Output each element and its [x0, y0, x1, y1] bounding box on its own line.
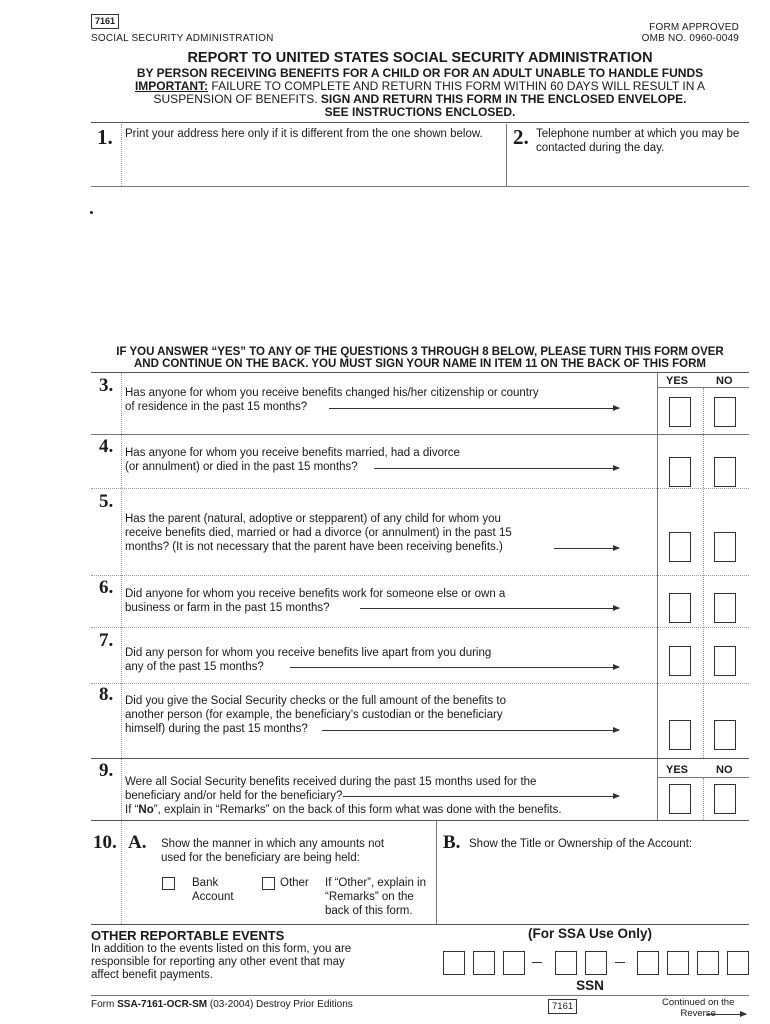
ssn-dash-1 — [532, 962, 542, 963]
ssn-box-4[interactable] — [555, 951, 577, 975]
agency-name: SOCIAL SECURITY ADMINISTRATION — [91, 33, 274, 44]
continued-line1: Continued on the — [662, 997, 735, 1008]
form-approved: FORM APPROVED — [649, 22, 739, 33]
q5-no-box[interactable] — [714, 532, 736, 562]
ssa-use-title: (For SSA Use Only) — [527, 926, 653, 941]
bank-label-line2: Account — [192, 891, 234, 903]
q9-yes-column-left — [657, 759, 658, 820]
q9-yes-no-divider — [703, 778, 704, 820]
q4-line2: (or annulment) or died in the past 15 months? — [125, 461, 358, 473]
q5-yes-box[interactable] — [669, 532, 691, 562]
important-notice — [91, 79, 749, 93]
yes-column-header: YES — [666, 375, 689, 387]
q4-number: 4. — [99, 436, 114, 457]
questions-top-rule — [91, 372, 749, 373]
item2-label-line1: Telephone number at which you may be — [536, 128, 740, 140]
q4-rule — [91, 488, 749, 489]
suspension-text: SUSPENSION OF BENEFITS. — [153, 92, 321, 106]
q8-no-box[interactable] — [714, 720, 736, 750]
continued-reverse-word: Reverse — [680, 1008, 716, 1019]
other-events-title: OTHER REPORTABLE EVENTS — [91, 928, 285, 943]
q10-b-divider — [436, 821, 437, 924]
q5-arrow — [554, 548, 619, 549]
q9-line3-c: ”, explain in “Remarks” on the back of this form what was done with the benefits. — [153, 804, 562, 816]
ssn-box-8[interactable] — [697, 951, 719, 975]
q4-text — [125, 446, 460, 474]
footer-form-box: 7161 — [548, 999, 577, 1014]
bank-account-checkbox[interactable] — [162, 877, 175, 890]
q10-a-line1: Show the manner in which any amounts not — [161, 838, 385, 850]
other-events-line1: In addition to the events listed on this form, you are — [91, 943, 352, 955]
ssn-box-2[interactable] — [473, 951, 495, 975]
address-field[interactable] — [125, 127, 495, 183]
telephone-field[interactable] — [536, 127, 748, 183]
q6-rule — [91, 627, 749, 628]
q9-yes-header: YES — [666, 764, 689, 776]
form-number-box: 7161 — [91, 14, 119, 29]
q5-rule — [91, 575, 749, 576]
form-title: REPORT TO UNITED STATES SOCIAL SECURITY ADMINISTRATION — [187, 50, 653, 66]
q5-text — [125, 512, 512, 554]
continued-reverse — [662, 997, 734, 1019]
footer-form-code: SSA-7161-OCR-SM — [117, 999, 208, 1010]
q9-number: 9. — [99, 760, 114, 781]
instructions-line1: IF YOU ANSWER “YES” TO ANY OF THE QUESTIONS 3 THROUGH 8 BELOW, PLEASE TURN THIS FORM OVER — [116, 346, 724, 358]
q9-line3 — [125, 803, 562, 817]
q9-line2: beneficiary and/or held for the beneficiary? — [125, 790, 343, 802]
q3-number: 3. — [99, 375, 114, 396]
q6-text — [125, 587, 505, 615]
q7-arrow — [290, 667, 619, 668]
other-events-text — [91, 943, 351, 982]
q6-line2: business or farm in the past 15 months? — [125, 602, 330, 614]
q10-a-line2: used for the beneficiary are being held: — [161, 852, 360, 864]
ssn-box-6[interactable] — [637, 951, 659, 975]
q9-arrow — [343, 796, 619, 797]
q6-line1: Did anyone for whom you receive benefits work for someone else or own a — [125, 588, 506, 600]
q10-a-label: A. — [128, 832, 147, 853]
important-text: FAILURE TO COMPLETE AND RETURN THIS FORM WITHIN 60 DAYS WILL RESULT IN A — [208, 79, 706, 93]
items-top-rule — [91, 122, 749, 123]
q8-arrow — [322, 730, 619, 731]
item2-label-line2: contacted during the day. — [536, 142, 665, 154]
q4-no-box[interactable] — [714, 457, 736, 487]
q9-no-box[interactable] — [714, 784, 736, 814]
item2-number: 2. — [513, 125, 529, 149]
other-explanation — [325, 876, 426, 918]
footer-form-suffix: (03-2004) Destroy Prior Editions — [207, 999, 353, 1010]
q10-left-divider — [121, 821, 122, 924]
q7-rule — [91, 683, 749, 684]
ssn-box-3[interactable] — [503, 951, 525, 975]
q3-arrow — [329, 408, 619, 409]
q4-yes-box[interactable] — [669, 457, 691, 487]
q5-number: 5. — [99, 491, 114, 512]
q6-arrow — [360, 608, 619, 609]
q9-no-header: NO — [716, 764, 733, 776]
item1-number: 1. — [97, 125, 113, 149]
footer-form-id — [91, 999, 353, 1010]
q8-rule — [91, 758, 749, 759]
q7-text — [125, 646, 491, 674]
q7-line1: Did any person for whom you receive benefits live apart from you during — [125, 647, 492, 659]
other-events-line3: affect benefit payments. — [91, 969, 213, 981]
sign-return-text: SIGN AND RETURN THIS FORM IN THE ENCLOSED ENVELOPE. — [320, 92, 687, 106]
yes-column-left — [657, 373, 658, 758]
q5-line3: months? (It is not necessary that the parent have been receiving benefits.) — [125, 541, 503, 553]
q6-yes-box[interactable] — [669, 593, 691, 623]
q3-rule — [91, 434, 749, 435]
q8-line1: Did you give the Social Security checks or the full amount of the benefits to — [125, 695, 506, 707]
q9-yes-box[interactable] — [669, 784, 691, 814]
footer-form-prefix: Form — [91, 999, 118, 1010]
q10-rule — [91, 924, 749, 925]
q9-rule — [91, 820, 749, 821]
bank-label-line1: Bank — [192, 877, 219, 889]
instructions-line2: AND CONTINUE ON THE BACK. YOU MUST SIGN YOUR NAME IN ITEM 11 ON THE BACK OF THIS FORM — [133, 358, 707, 370]
q3-no-box[interactable] — [714, 397, 736, 427]
q7-number: 7. — [99, 630, 114, 651]
suspension-notice — [91, 92, 749, 106]
question-number-divider — [121, 373, 122, 820]
account-title-field[interactable] — [469, 837, 747, 917]
q3-text — [125, 386, 539, 414]
other-expl-line1: If “Other”, explain in — [325, 877, 426, 889]
q10-number: 10. — [93, 832, 117, 853]
ssn-label: SSN — [576, 978, 604, 993]
ssn-box-9[interactable] — [727, 951, 749, 975]
bank-account-label — [192, 876, 234, 904]
no-column-header: NO — [716, 375, 733, 387]
ssn-box-5[interactable] — [585, 951, 607, 975]
q9-no-word: No — [138, 804, 154, 816]
q8-number: 8. — [99, 684, 114, 705]
q10-b-label: B. — [443, 832, 461, 853]
other-expl-line3: back of this form. — [325, 905, 413, 917]
important-label: IMPORTANT: — [134, 79, 209, 93]
q5-line1: Has the parent (natural, adoptive or stepparent) of any child for whom you — [125, 513, 501, 525]
q10-a-text — [161, 837, 384, 865]
q8-line3: himself) during the past 15 months? — [125, 723, 308, 735]
footer-rule — [91, 995, 749, 996]
q7-no-box[interactable] — [714, 646, 736, 676]
bullet-mark — [90, 211, 93, 214]
item1-label: Print your address here only if it is different from the one shown below. — [125, 128, 483, 140]
q9-line1: Were all Social Security benefits received during the past 15 months used for the — [125, 776, 537, 788]
other-events-line2: responsible for reporting any other event that may — [91, 956, 345, 968]
q6-number: 6. — [99, 577, 114, 598]
q4-line1: Has anyone for whom you receive benefits married, had a divorce — [125, 447, 460, 459]
q10-b-text: Show the Title or Ownership of the Account: — [469, 838, 693, 850]
q7-yes-box[interactable] — [669, 646, 691, 676]
other-expl-line2: “Remarks” on the — [325, 891, 414, 903]
continued-arrow — [706, 1014, 746, 1015]
other-checkbox[interactable] — [262, 877, 275, 890]
form-subtitle: BY PERSON RECEIVING BENEFITS FOR A CHILD OR FOR AN ADULT UNABLE TO HANDLE FUNDS — [136, 66, 704, 80]
yes-no-divider — [703, 388, 704, 758]
q4-arrow — [374, 468, 619, 469]
ssn-dash-2 — [615, 962, 625, 963]
q5-line2: receive benefits died, married or had a divorce (or annulment) in the past 15 — [125, 527, 512, 539]
see-instructions: SEE INSTRUCTIONS ENCLOSED. — [324, 105, 516, 119]
ssn-box-1[interactable] — [443, 951, 465, 975]
item1-left-divider — [121, 124, 122, 186]
q8-yes-box[interactable] — [669, 720, 691, 750]
q3-yes-box[interactable] — [669, 397, 691, 427]
q9-line3-a: If “ — [125, 804, 139, 816]
q6-no-box[interactable] — [714, 593, 736, 623]
q3-line2: of residence in the past 15 months? — [125, 401, 308, 413]
items-bottom-rule — [91, 186, 749, 187]
ssn-box-7[interactable] — [667, 951, 689, 975]
omb-number: OMB NO. 0960-0049 — [641, 33, 739, 44]
q3-line1: Has anyone for whom you receive benefits changed his/her citizenship or country — [125, 387, 539, 399]
q8-line2: another person (for example, the beneficiary’s custodian or the beneficiary — [125, 709, 503, 721]
item2-divider — [506, 124, 507, 186]
other-label: Other — [280, 877, 309, 889]
q7-line2: any of the past 15 months? — [125, 661, 264, 673]
